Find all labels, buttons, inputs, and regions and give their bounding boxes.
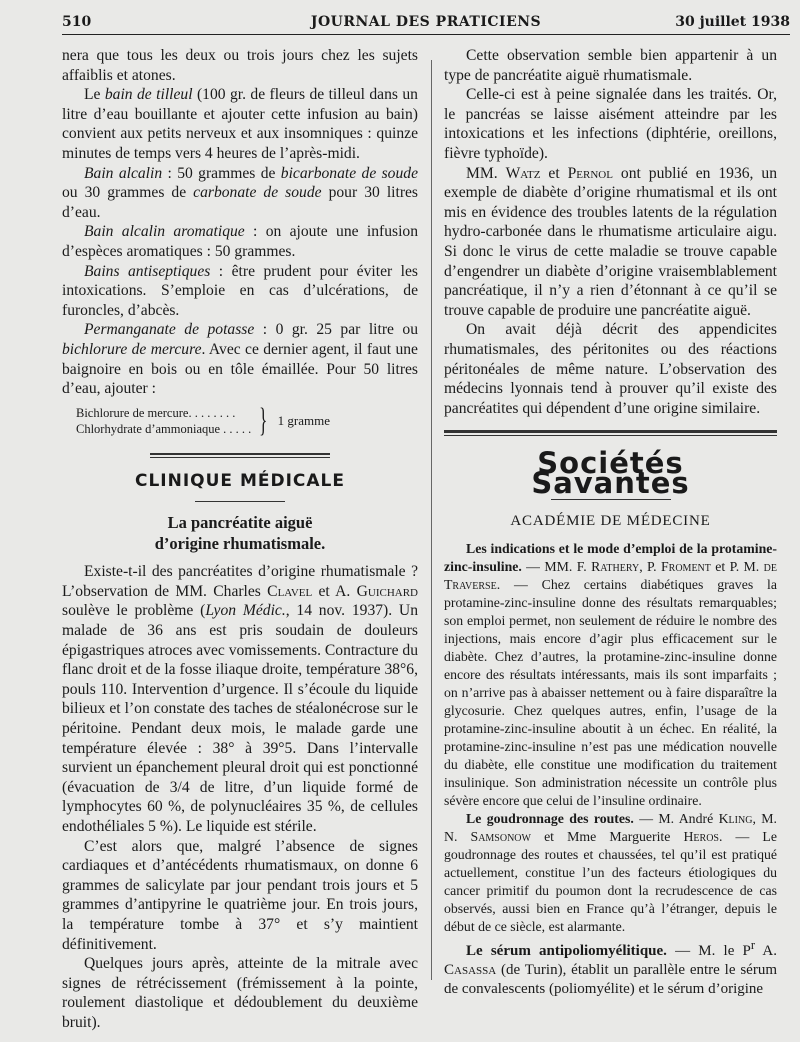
title-rule [195,501,285,502]
subsection-title: ACADÉMIE DE MÉDECINE [510,513,711,530]
section-rule [150,453,330,458]
section-title-societes: Sociétés Savantes [531,446,690,500]
running-header [62,12,790,34]
article-title: La pancréatite aiguë d’origine rhumatismale. [154,513,326,554]
brace-icon: } [259,401,268,439]
article-paragraph: Existe-t-il des pancréatites d’origine rhumatismale ? L’observation de MM. Charles Clavel et A. Guichard soulève le problème (Lyon Médic., 14 nov. 1937). Un malade de 36 ans est pris soudain de douleurs épigastriques atroces avec vomissements. Contracture du flanc droit et de la fosse iliaque droite, température 38°6, pouls 110. Intervention d’urgence. Il s’écoule du liquide bilieux et l’on constate des taches de stéalonécrose sur le péritoine. Pendant deux mois, le malade garde une température élevée : 38° à 39°5. Dans l’intervalle survient un épanchement pleural droit qui est ponctionné (évacuation de 3/4 de litre, d’un liquide formé de lymphocytes 60 %, de polynucléaires 35 %, de cellules endothéliales 5 %). Le liquide est stérile. [62,563,418,835]
article-paragraph: C’est alors que, malgré l’absence de signes cardiaques et d’antécédents rhumatismaux, on donne 6 grammes de salicylate par jour pendant trois jours et 5 grammes d’antipyrine le quatrième jour. En trois jours, la température tombe à 37° et s’y maintient définitivement. [62,837,418,953]
society-entry: Le sérum antipoliomyélitique. — M. le $P^r$ A. Casassa (de Turin), établit un parallèle entre le sérum de convalescents (poliomyélite) et le sérum d’origine [444,938,777,998]
formula-item: Bichlorure de mercure. . . . . . . . [76,405,236,420]
paragraph-bains-antiseptiques: Bains antiseptiques : être prudent pour éviter les intoxications. S’emploie en cas d’ulcérations, de furoncles, d’abcès. [62,262,418,319]
article-paragraph: On avait déjà décrit des appendicites rhumatismales, des péritonites ou des réactions péritonéales de même nature. L’observation des médecins lyonnais tend à prouver qu’il existe des pancréatites qui dépendent d’une origine similaire. [444,321,777,417]
article-paragraph: Quelques jours après, atteinte de la mitrale avec signes de rétrécissement (frémissement à la pointe, roulement diastolique et dédoublement du deuxième bruit). [62,955,418,1031]
formula-item: Chlorhydrate d’ammoniaque . . . . . [76,421,252,436]
society-entry: Le goudronnage des routes. — M. André Kling, M. N. Samsonow et Mme Marguerite Heros. — Le goudronnage des routes et chaussées, tel qu’il est pratiqué actuellement, constitue l’un des facteurs étiologiques du cancer primitif du poumon dont la recrudescence de cas observés, aussi bien en France qu’à l’étranger, depuis le début de ce siècle, est alarmante. [444,811,777,935]
header-rule [62,34,790,35]
paragraph-bain-alcalin: Bain alcalin : 50 grammes de bicarbonate de soude ou 30 grammes de carbonate de soude pour 30 litres d’eau. [62,164,418,221]
paragraph-permanganate: Permanganate de potasse : 0 gr. 25 par litre ou bichlorure de mercure. Avec ce dernier agent, il faut une baignoire en bois ou en tôle émaillée. Pour 50 litres d’eau, ajouter : [62,321,419,398]
society-entry: Les indications et le mode d’emploi de la protamine-zinc-insuline. — MM. F. Rathery, P. Froment et P. M. de Traverse. — Chez certains diabétiques graves la protamine-zinc-insuline donne des résultats remarquables; son emploi permet, non seulement de réduire le nombre des injections, mais encore d’agir plus efficacement sur le diabète. Chez d’autres, la protamine-zinc-insuline donne encore des résultats intéressants, mais ils sont imparfaits ; on n’arrive pas à abaisser nettement ou à faire disparaître la glycosurie. Chez quelques autres, enfin, l’usage de la protamine-zinc-insuline aboutit à un échec. En réalité, la protamine-zinc-insuline n’est pas une médication nouvelle du diabète, elle constitue une modification du traitement insulinique. Son administration nécessite un contrôle plus sévère encore que celui de l’insuline ordinaire. [444,541,777,809]
formula-quantity: 1 gramme [277,412,330,428]
article-paragraph: Celle-ci est à peine signalée dans les traités. Or, le pancréas se laisse aisément atteindre par les intoxications et les infections (diphtérie, oreillons, fièvre typhoïde). [444,86,777,162]
formula-block [76,401,418,439]
section-title: CLINIQUE MÉDICALE [134,470,346,491]
paragraph-tilleul: Le bain de tilleul (100 gr. de fleurs de tilleul dans un litre d’eau bouillante et ajouter cette infusion au bain) convient aux petits nerveux et aux insomniques : quinze minutes de temps vers 4 heures de l’après-midi. [62,86,418,162]
paragraph-bain-aromatique: Bain alcalin aromatique : on ajoute une infusion d’espèces aromatiques : 50 grammes. [62,223,418,260]
right-column [444,46,777,999]
article-paragraph: Cette observation semble bien appartenir à un type de pancréatite aiguë rhumatismale. [444,47,777,84]
issue-date: 30 juillet 1938 [675,14,790,30]
paragraph-continued: nera que tous les deux ou trois jours chez les sujets affaiblis et atones. [62,47,418,84]
left-column [62,46,418,1033]
article-paragraph: MM. Watz et Pernol ont publié en 1936, un exemple de diabète d’origine rhumatismal et ils ont mis en évidence des troubles latents de la régulation hydro-carbonée dans le rhumatisme articulaire aigu. Si donc le virus de cette maladie se trouve capable d’engendrer un diabète d’origine vraisemblablement pancréatique, il n’y a rien d’étonnant à ce qu’il se trouve capable de produire une pancréatite aiguë. [444,164,777,319]
journal-title: JOURNAL DES PRATICIENS [310,14,542,30]
column-divider [431,60,432,980]
section-rule [444,430,777,436]
page-number: 510 [62,14,92,30]
